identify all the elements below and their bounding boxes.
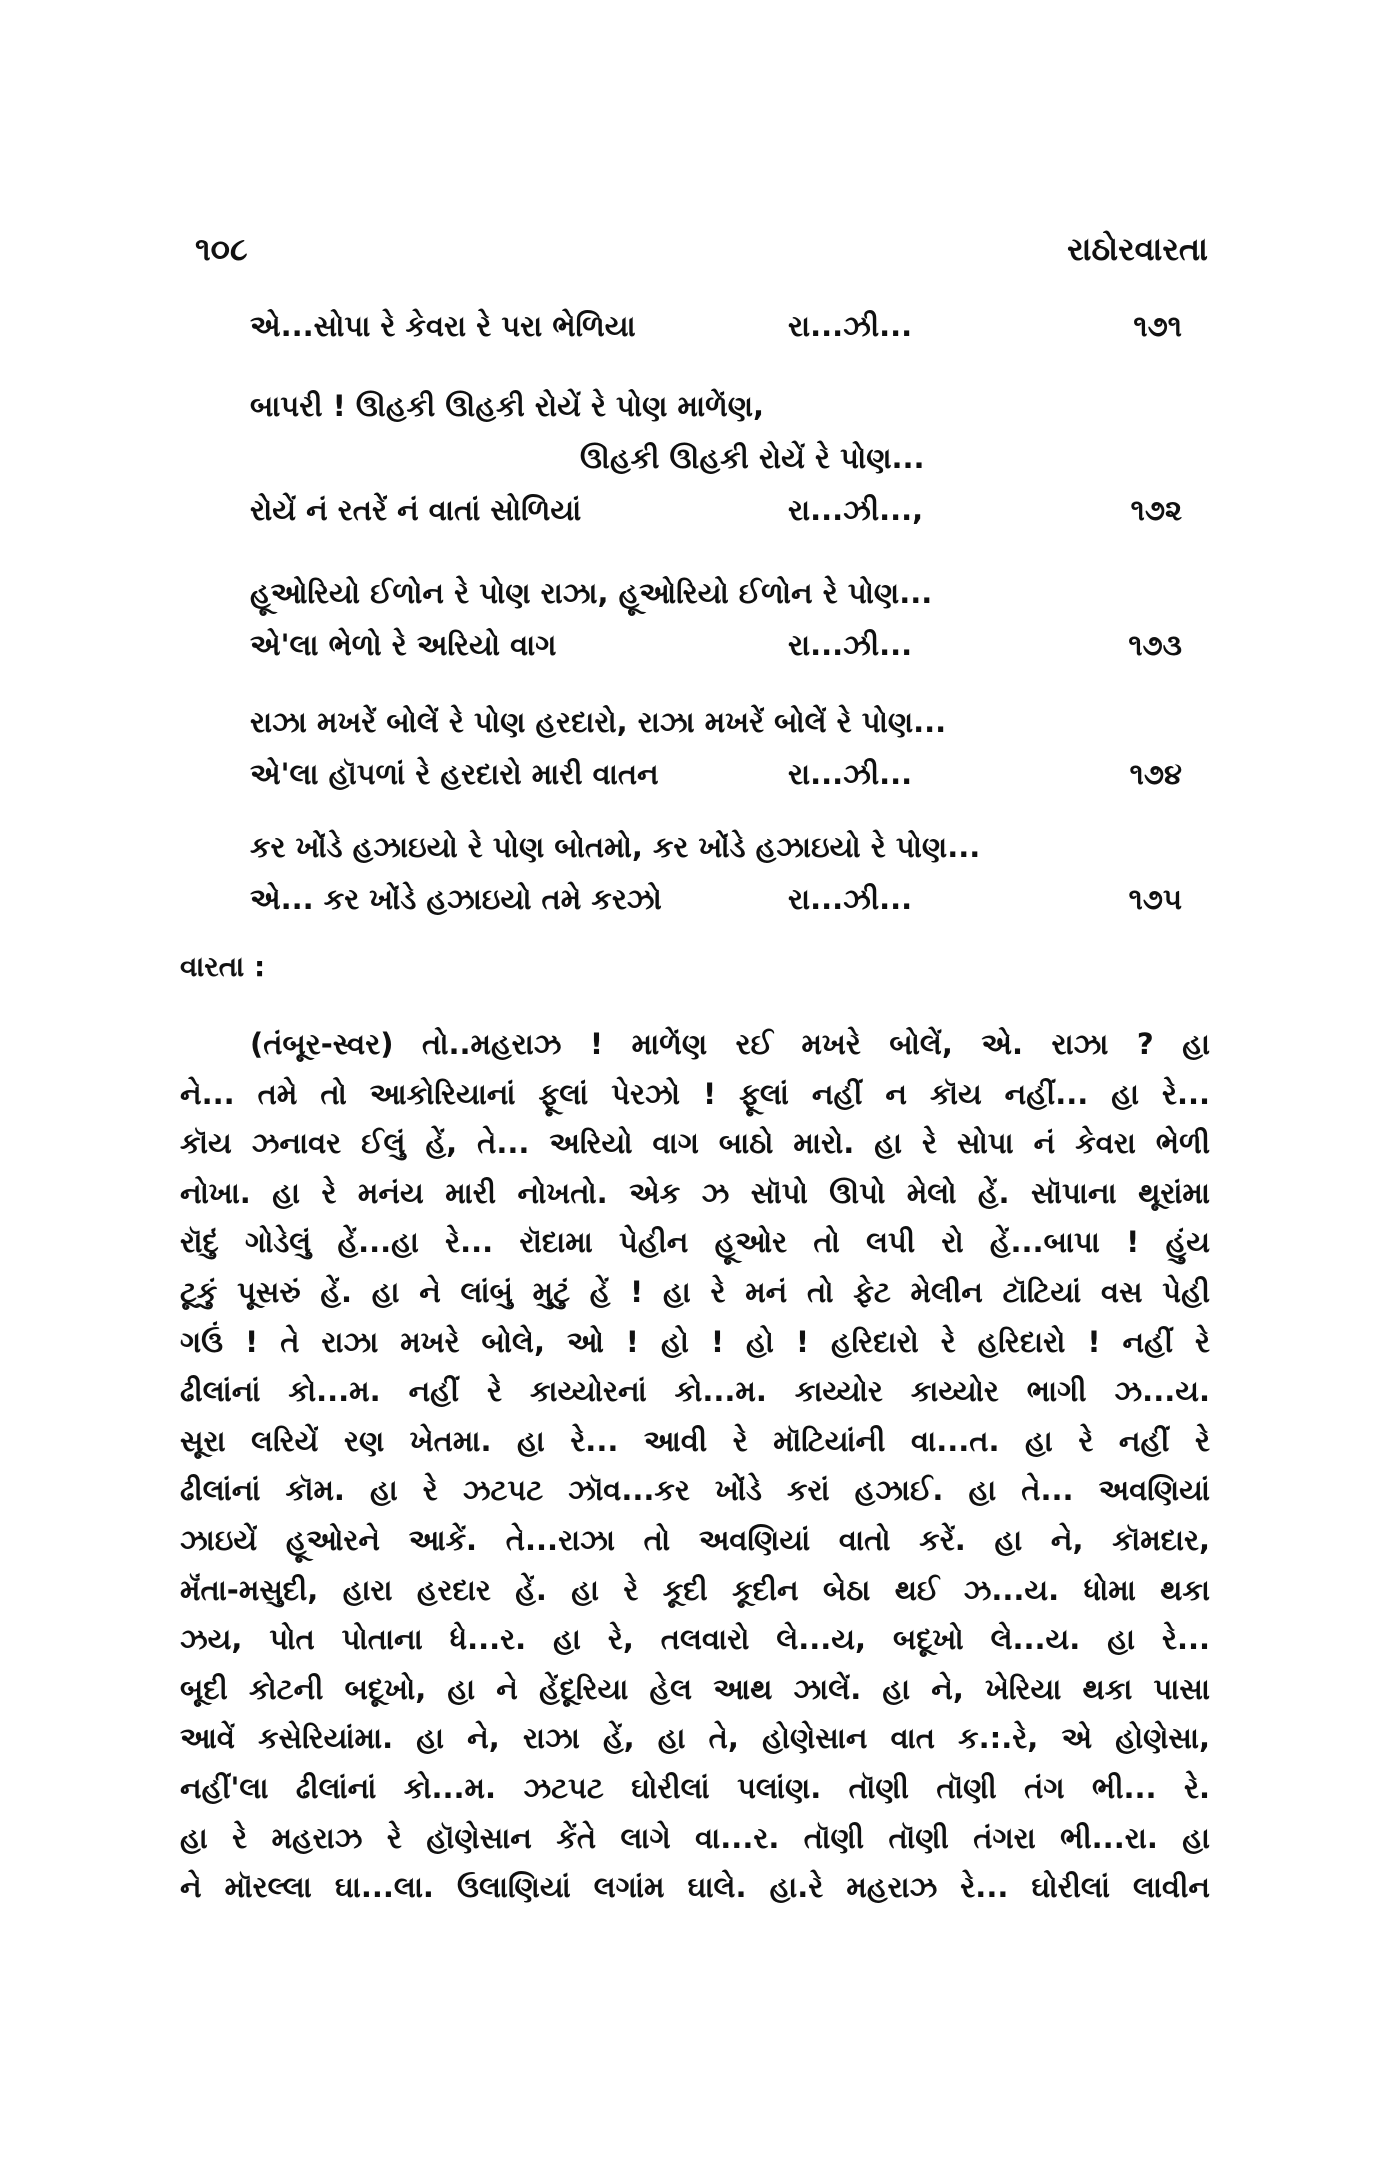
prose-line: હા રે મહરાઝ રે હૉણેસાન કેંતે લાગે વા...ર. તૉણી તૉણી તંગરા ભી...રા. હા <box>180 1820 1210 1855</box>
prose-line: કૉય ઝનાવર ઈલું હેં, તે... અરિયો વાગ બાઠો મારો. હા રે સોપા નં કેવરા ભેળી <box>180 1126 1210 1161</box>
prose-line: ને મૉરલ્લા ઘા...લા. ઉલાણિયાં લગાંમ ઘાલે. હા.રે મહરાઝ રે... ઘોરીલાં લાવીન <box>180 1870 1210 1905</box>
verse-text: ઊહકી ઊહકી રોયેં રે પોણ... <box>580 441 925 475</box>
prose-line: આવેં કસેરિયાંમા. હા ને, રાઝા હેં, હા તે, હોણેસાન વાત ક.:.રે, એ હોણેસા, <box>180 1721 1210 1756</box>
prose-line: મૅંતા-મસુદી, હારા હરદાર હેં. હા રે કૂદી કૂદીન બેઠા થઈ ઝ...ય. ધોમા થકા <box>180 1572 1210 1607</box>
verse-stanza <box>250 380 1190 536</box>
verse-line <box>250 484 1190 536</box>
verse-line <box>250 748 1190 800</box>
prose-line: ગઉં ! તે રાઝા મખરે બોલે, ઓ ! હો ! હો ! હરિદારો રે હરિદારો ! નહીં રે <box>180 1324 1210 1359</box>
verse-text: એ...સોપા રે કેવરા રે પરા ભેળિયા <box>250 309 636 343</box>
verse-line <box>250 380 1190 432</box>
verse-refrain: રા...ઝી... <box>788 882 913 916</box>
prose-line: ટૂકું પૂસરું હેં. હા ને લાંબું મુટું હેં ! હા રે મનં તો ફેટ મેલીન ટૉટિયાં વસ પેહી <box>180 1274 1210 1309</box>
prose-line: ઝાઇયેં હૂઓરને આકેં. તે...રાઝા તો અવણિયાં વાતો કરેં. હા ને, કૉમદાર, <box>180 1522 1210 1557</box>
prose-line: ઢીલાંનાં કૉમ. હા રે ઝટપટ ઝૉવ...કર ખોંડે કરાં હઝાઈ. હા તે... અવણિયાં <box>180 1473 1210 1508</box>
page-header <box>0 230 1398 280</box>
prose-line: નોખા. હા રે મનંય મારી નોખતો. એક ઝ સૉપો ઊપો મેલો હેં. સૉપાના થૂરાંમા <box>180 1175 1210 1210</box>
verse-text: એ... કર ખોંડે હઝાઇયો તમે કરઝો <box>250 882 662 916</box>
verse-refrain: રા...ઝી... <box>788 309 913 343</box>
verse-stanza <box>250 821 1190 925</box>
verse-line <box>250 432 1190 484</box>
verse-text: રોયેં નં રતરેં નં વાતાં સોળિયાં <box>250 493 582 527</box>
verse-refrain: રા...ઝી... <box>788 757 913 791</box>
verse-text: એ'લા ભેળો રે અરિયો વાગ <box>250 628 557 662</box>
prose-line: ઝય, પોત પોતાના ધે...ર. હા રે, તલવારો લે...ય, બદૂખો લે...ય. હા રે... <box>180 1622 1210 1657</box>
prose-line: ઢીલાંનાં કો...મ. નહીં રે કાય્યોરનાં કો...મ. કાય્યોર કાય્યોર ભાગી ઝ...ય. <box>180 1374 1210 1409</box>
verse-line <box>250 300 1190 352</box>
prose-line: નહીં'લા ઢીલાંનાં કો...મ. ઝટપટ ઘોરીલાં પલાંણ. તૉણી તૉણી તંગ ભી... રે. <box>180 1770 1210 1805</box>
verse-number: ૧૭૫ <box>1128 882 1182 916</box>
verse-line <box>250 821 1190 873</box>
verse-text: એ'લા હૉપળાં રે હરદારો મારી વાતન <box>250 757 659 791</box>
verse-number: ૧૭૩ <box>1128 628 1182 662</box>
verse-line <box>250 873 1190 925</box>
verse-text: બાપરી ! ઊહકી ઊહકી રોયેં રે પોણ માળેંણ, <box>250 389 764 423</box>
verse-refrain: રા...ઝી... <box>788 628 913 662</box>
verse-number: ૧૭૧ <box>1133 309 1182 343</box>
verse-line <box>250 696 1190 748</box>
prose-line: ને... તમે તો આકોરિયાનાં ફૂલાં પેરઝો ! ફૂલાં નહીં ન કૉય નહીં... હા રે... <box>180 1076 1210 1111</box>
prose-line: (તંબૂર-સ્વર) તો..મહરાઝ ! માળેંણ રઈ મખરે બોલેં, એ. રાઝા ? હા <box>250 1027 1210 1061</box>
verse-stanza <box>250 300 1190 352</box>
verse-text: કર ખોંડે હઝાઇયો રે પોણ બોતમો, કર ખોંડે હઝાઇયો રે પોણ... <box>250 830 981 864</box>
prose-line: સૂરા લરિયેં રણ ખેતમા. હા રે... આવી રે મૉટિયાંની વા...ત. હા રે નહીં રે <box>180 1423 1210 1458</box>
verse-stanza <box>250 696 1190 800</box>
verse-refrain: રા...ઝી..., <box>788 493 924 527</box>
verse-stanza <box>250 567 1190 671</box>
prose-line: રૉદું ગોડેલું હેં...હા રે... રૉદામા પેહીન હૂઓર તો લપી રો હેં...બાપા ! હુંય <box>180 1225 1210 1260</box>
verse-number: ૧૭૪ <box>1129 757 1182 791</box>
verse-number: ૧૭૨ <box>1130 493 1182 527</box>
section-label: વારતા : <box>180 950 266 983</box>
prose-paragraph <box>180 1020 1210 1913</box>
prose-line: બૂદી કોટની બદૂખો, હા ને હેંદૂરિયા હેલ આથ ઝાલેં. હા ને, ખેરિયા થકા પાસા <box>180 1671 1210 1706</box>
verse-text: હૂઓરિયો ઈળોન રે પોણ રાઝા, હૂઓરિયો ઈળોન રે પોણ... <box>250 576 933 610</box>
verse-text: રાઝા મખરેં બોલેં રે પોણ હરદારો, રાઝા મખરેં બોલેં રે પોણ... <box>250 705 947 739</box>
verse-line <box>250 567 1190 619</box>
page-number: ૧૦૮ <box>195 230 248 268</box>
running-title: રાઠોરવારતા <box>1067 230 1208 268</box>
verse-line <box>250 619 1190 671</box>
